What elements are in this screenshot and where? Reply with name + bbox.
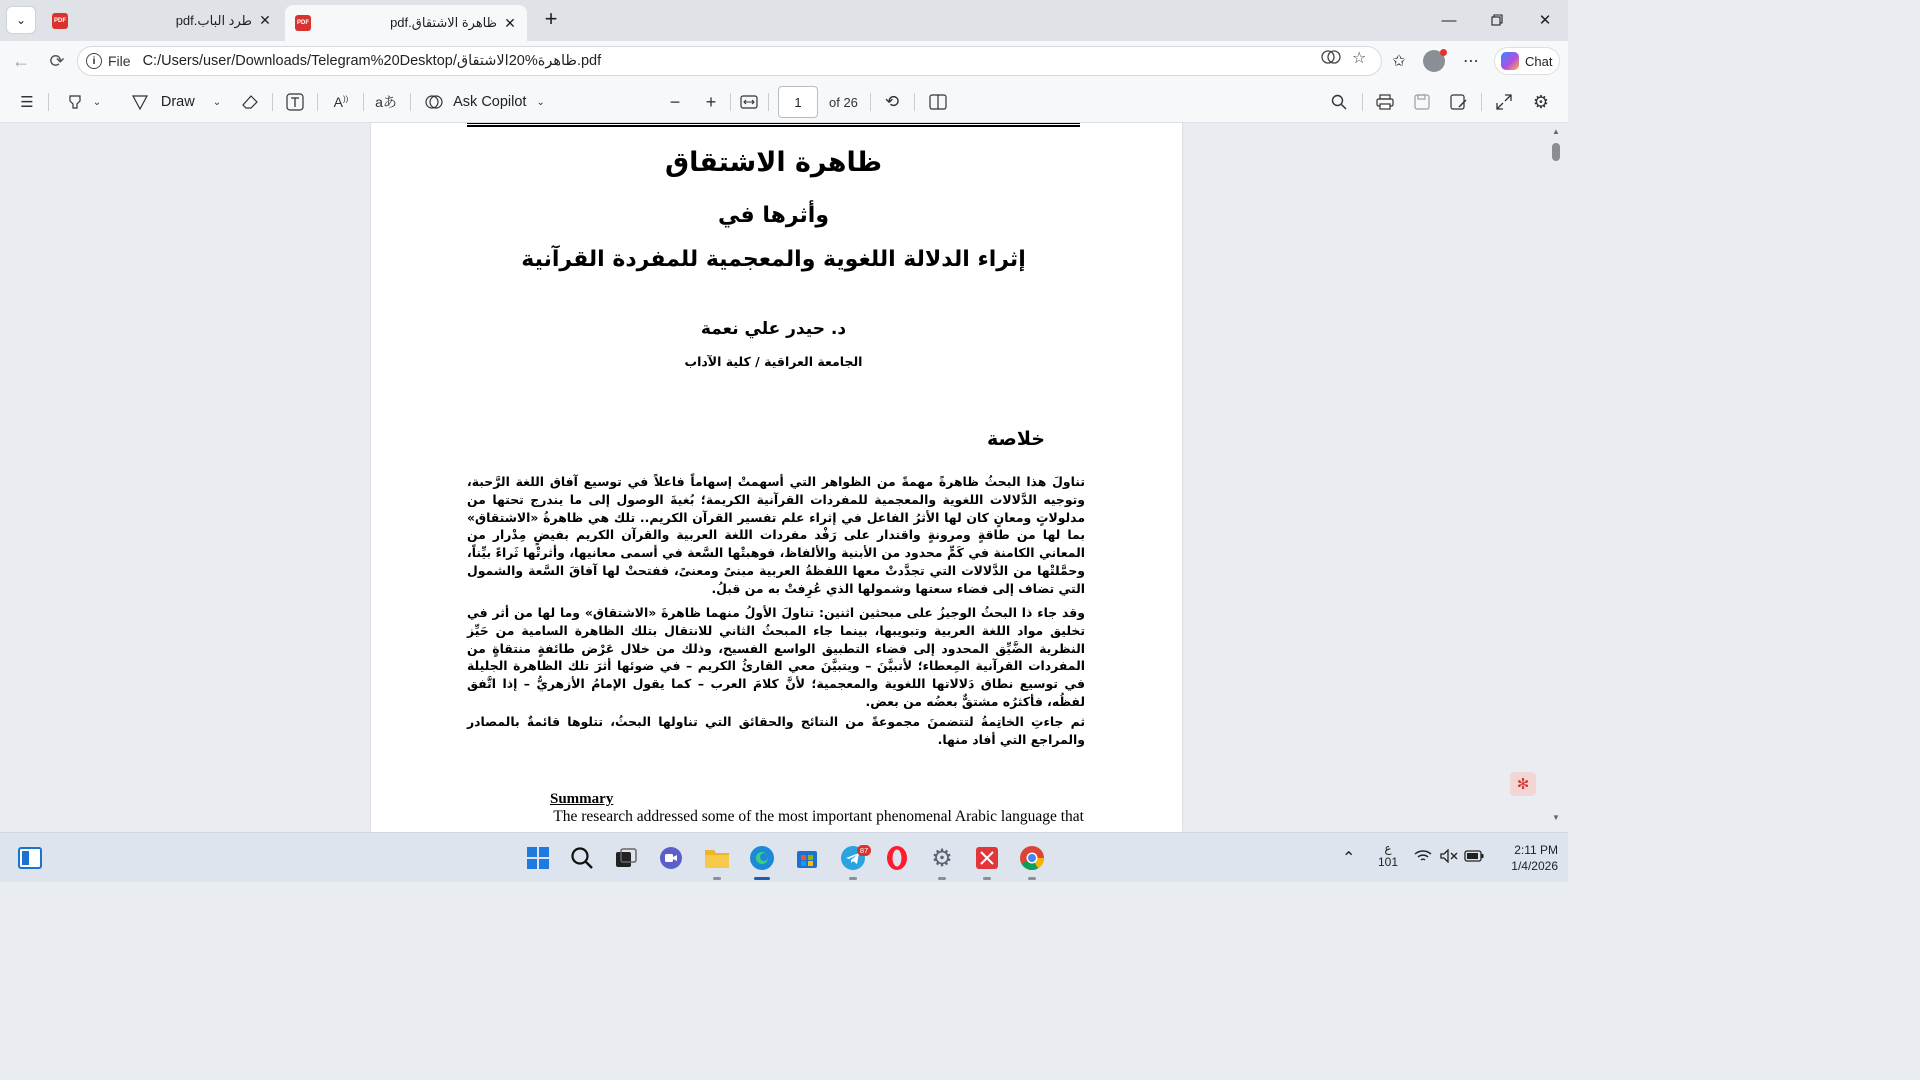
address-bar-row bbox=[0, 41, 1568, 81]
rotate-icon: ⟲ bbox=[884, 92, 900, 111]
running-indicator bbox=[1028, 877, 1036, 880]
read-aloud-button[interactable] bbox=[330, 90, 352, 114]
system-clock[interactable] bbox=[1496, 842, 1558, 874]
widgets-button[interactable] bbox=[17, 845, 43, 871]
scheme-label: File bbox=[108, 53, 131, 69]
abstract-paragraph: تناولَ هذا البحثُ ظاهرةً مهمةً من الظواهر التي أسهمتْ إسهاماً فاعلاً في توسيع آفاق اللغة الرَّحبة، وتوجيه الدَّلالات اللغوية والمعجمية للمفردات القرآنية الكريمة؛ بُغيةَ الوصول إلى ما يندرج تحتها من مدلولاتٍ ومعانٍ كان لها الأثرُ الفاعل في إثراء علم تفسير القرآن الكريم.. تلك هي ظاهرةُ «الاشتقاق» بما لها من طاقةٍ ومرونةٍ واقتدار على رَفْد مفردات اللغة العربية والقرآن الكريم بفيضٍ مِدْرار من المعاني الكامنة في كَمٍّ محدود من الأبنية والألفاظ، فوهبتْها السَّعة في أسمى معانيها، وأثرتْها ثَراءً بيِّناً، وحمَّلتْها من الدَّلالات التي تجدَّدتْ معها اللفظةُ العربية مبنىً ومعنىً، ففتحتْ لها آفاقَ السَّعة والشمول التي تضاف إلى فضاء سعتها وشمولها الذي عُرِفتْ به من قبلُ. bbox=[467, 474, 1085, 596]
pdf-viewport[interactable] bbox=[0, 123, 1568, 832]
ask-copilot-label: Ask Copilot bbox=[453, 94, 527, 110]
tab-strip bbox=[0, 0, 1568, 41]
tab-title: ظاهرة الاشتقاق.pdf bbox=[390, 15, 497, 30]
rotate-button[interactable] bbox=[881, 90, 903, 114]
ask-copilot-button[interactable] bbox=[424, 90, 546, 114]
list-icon: ☰ bbox=[20, 94, 34, 111]
site-info-icon[interactable]: i bbox=[86, 53, 102, 69]
chevron-up-icon: ⌃ bbox=[1342, 850, 1356, 867]
vertical-scrollbar[interactable] bbox=[1548, 123, 1564, 832]
search-icon bbox=[1331, 94, 1347, 110]
zoom-out-button[interactable] bbox=[664, 90, 686, 114]
snipping-tool-icon bbox=[975, 846, 999, 870]
pen-icon bbox=[131, 94, 149, 110]
close-icon[interactable]: ✕ bbox=[259, 12, 271, 28]
chevron-down-icon: ⌄ bbox=[536, 96, 545, 108]
pdf-file-icon: PDF bbox=[295, 15, 311, 31]
draw-button[interactable] bbox=[128, 90, 224, 114]
battery-icon[interactable] bbox=[1464, 850, 1484, 865]
copilot-icon bbox=[1501, 52, 1519, 70]
divider bbox=[410, 93, 411, 111]
folder-icon bbox=[704, 847, 730, 869]
show-hidden-icons-button[interactable] bbox=[1342, 848, 1355, 868]
page-number-input[interactable]: 1 bbox=[778, 86, 818, 118]
copilot-chat-button[interactable] bbox=[1494, 47, 1560, 75]
settings-app-button[interactable] bbox=[929, 845, 955, 871]
translate-button[interactable] bbox=[375, 90, 397, 114]
divider bbox=[272, 93, 273, 111]
divider bbox=[1481, 93, 1482, 111]
chevron-down-icon: ⌄ bbox=[212, 96, 222, 108]
store-button[interactable] bbox=[794, 845, 820, 871]
tab-actions-menu-button[interactable] bbox=[6, 6, 36, 34]
language-code: 101 bbox=[1378, 855, 1399, 869]
tab-inactive[interactable] bbox=[42, 5, 282, 36]
fit-width-icon bbox=[740, 95, 758, 109]
back-arrow-icon: ← bbox=[12, 50, 30, 71]
text-box-icon bbox=[286, 93, 304, 111]
page-view-button[interactable] bbox=[927, 90, 949, 114]
highlighter-icon bbox=[67, 94, 83, 110]
search-icon bbox=[570, 846, 594, 870]
erase-button[interactable] bbox=[238, 90, 262, 114]
read-aloud-icon: A)) bbox=[333, 94, 349, 110]
favorite-star-icon[interactable]: ☆ bbox=[1352, 50, 1367, 67]
snipping-tool-button[interactable] bbox=[974, 845, 1000, 871]
plus-icon: + bbox=[705, 91, 717, 112]
task-view-button[interactable] bbox=[613, 845, 639, 871]
teams-chat-button[interactable] bbox=[658, 845, 684, 871]
clock-date: 1/4/2026 bbox=[1511, 859, 1558, 873]
eraser-icon bbox=[242, 94, 259, 110]
url-text[interactable]: C:/Users/user/Downloads/Telegram%20Desktop/ظاهرة%20الاشتقاق.pdf bbox=[142, 53, 602, 69]
english-summary-heading: Summary bbox=[550, 791, 614, 807]
minus-icon: − bbox=[669, 91, 681, 112]
running-indicator bbox=[849, 877, 857, 880]
opera-button[interactable] bbox=[884, 845, 910, 871]
divider bbox=[317, 93, 318, 111]
document-title: ظاهرة الاشتقاق bbox=[664, 147, 883, 178]
print-button[interactable] bbox=[1374, 90, 1396, 114]
abstract-paragraph: ثم جاءتِ الخاتِمةُ لتتضمنَ مجموعةً من النتائج والحقائق التي تناولها البحثُ، تتلوها قائمةٌ بالمصادر والمراجع التي أفاد منها. bbox=[467, 714, 1085, 747]
two-page-icon bbox=[929, 94, 947, 110]
fit-width-button[interactable] bbox=[738, 90, 760, 114]
fullscreen-button[interactable] bbox=[1493, 90, 1515, 114]
windows-logo-icon bbox=[526, 846, 550, 870]
pdf-page bbox=[371, 123, 1182, 832]
divider bbox=[730, 93, 731, 111]
more-icon: ⋯ bbox=[1463, 53, 1479, 70]
language-label: ع bbox=[1384, 841, 1392, 855]
search-button[interactable] bbox=[1328, 90, 1350, 114]
restore-icon bbox=[1491, 14, 1503, 26]
address-bar[interactable] bbox=[77, 46, 1382, 76]
gear-icon: ⚙ bbox=[931, 844, 953, 872]
divider bbox=[768, 93, 769, 111]
section-heading: خلاصة bbox=[986, 428, 1045, 450]
widgets-icon bbox=[18, 847, 42, 869]
scroll-up-icon[interactable]: ▲ bbox=[1552, 127, 1560, 136]
draw-label: Draw bbox=[160, 94, 195, 110]
close-window-button[interactable]: ✕ bbox=[1538, 12, 1552, 29]
search-taskbar-button[interactable] bbox=[569, 845, 595, 871]
pdf-file-icon: PDF bbox=[52, 13, 68, 29]
back-button[interactable] bbox=[8, 49, 34, 73]
divider bbox=[363, 93, 364, 111]
minimize-button[interactable]: — bbox=[1441, 11, 1457, 29]
pdf-toolbar bbox=[0, 81, 1568, 123]
opera-icon bbox=[885, 845, 909, 871]
chat-label: Chat bbox=[1525, 53, 1553, 69]
chrome-icon bbox=[1019, 845, 1045, 871]
author-affiliation: الجامعة العراقية / كلية الآداب bbox=[684, 354, 863, 369]
acrobat-icon[interactable]: ✻ bbox=[1510, 772, 1536, 796]
abstract-paragraph: وقد جاء ذا البحثُ الوجيزُ على مبحثين اثنين: تناولَ الأولُ منهما ظاهرةَ «الاشتقاق» وما لها من أثر في تخليق مواد اللغة العربية وتبويبها، بينما جاء المبحثُ الثاني للانتقال بتلك الظاهرة السامية من حَيِّز النظرية الضَّيِّق المحدود إلى فضاء التطبيق الواسع الفسيح، وذلك من خلال عَرْض طائفةٍ منتقاةٍ من المفردات القرآنية المِعطاء؛ لأتبيَّنَ – ويتبيَّنَ معي القارئُ الكريم – في ضوئها أثرَ تلك الظاهرة الجليلة في توسيع نطاق دَلالاتها اللغوية والمعجمية؛ لأنَّ كلامَ العرب – كما يقول الإمامُ الأزهريُّ – إذا اتَّفق لفظُه، فأكثرُه مشتقٌّ بعضُه من بعض. bbox=[467, 605, 1085, 709]
running-indicator bbox=[983, 877, 991, 880]
printer-icon bbox=[1376, 94, 1394, 110]
expand-icon bbox=[1496, 94, 1512, 110]
edge-button[interactable] bbox=[749, 845, 775, 871]
close-icon[interactable]: ✕ bbox=[504, 14, 516, 31]
chevron-down-icon: ⌄ bbox=[15, 13, 27, 27]
file-explorer-button[interactable] bbox=[704, 845, 730, 871]
scroll-down-icon[interactable]: ▼ bbox=[1552, 813, 1560, 822]
save-button[interactable] bbox=[1411, 90, 1433, 114]
divider bbox=[914, 93, 915, 111]
running-indicator bbox=[713, 877, 721, 880]
highlight-button[interactable] bbox=[60, 90, 108, 114]
gear-icon: ⚙ bbox=[1532, 91, 1550, 112]
tab-title: طرد الباب.pdf bbox=[175, 12, 252, 28]
add-text-button[interactable] bbox=[284, 90, 306, 114]
settings-button[interactable] bbox=[1530, 90, 1552, 114]
author-name: د. حيدر علي نعمة bbox=[700, 319, 847, 339]
scrollbar-thumb[interactable] bbox=[1552, 143, 1560, 161]
zoom-in-button[interactable] bbox=[700, 90, 722, 114]
restore-button[interactable] bbox=[1485, 8, 1509, 32]
save-as-icon bbox=[1450, 94, 1468, 110]
divider bbox=[870, 93, 871, 111]
more-options-button[interactable] bbox=[1458, 49, 1484, 73]
volume-muted-icon[interactable] bbox=[1440, 849, 1458, 866]
divider bbox=[48, 93, 49, 111]
new-tab-button[interactable]: + bbox=[544, 6, 558, 31]
document-subtitle-line-2: إثراء الدلالة اللغوية والمعجمية للمفردة القرآنية bbox=[521, 247, 1026, 272]
clock-time: 2:11 PM bbox=[1514, 843, 1558, 857]
windows-taskbar bbox=[0, 832, 1568, 882]
running-indicator bbox=[938, 877, 946, 880]
notification-dot bbox=[1440, 49, 1447, 56]
tab-active[interactable] bbox=[285, 5, 527, 41]
header-rule bbox=[467, 123, 1080, 127]
copilot-outline-icon bbox=[425, 93, 443, 111]
input-language-indicator[interactable] bbox=[1378, 841, 1398, 869]
save-icon bbox=[1414, 94, 1430, 110]
store-icon bbox=[795, 846, 819, 870]
favorites-button[interactable] bbox=[1386, 49, 1412, 73]
document-subtitle-line-1: وأثرها في bbox=[718, 203, 829, 228]
page-total-label: of 26 bbox=[829, 95, 858, 110]
translate-icon: aあ bbox=[375, 94, 397, 110]
chrome-button[interactable] bbox=[1019, 845, 1045, 871]
start-button[interactable] bbox=[525, 845, 551, 871]
edge-icon bbox=[749, 845, 775, 871]
wifi-icon[interactable] bbox=[1414, 849, 1432, 866]
divider bbox=[1362, 93, 1363, 111]
notification-badge: 87 bbox=[857, 845, 871, 856]
read-aloud-icon[interactable] bbox=[1321, 48, 1341, 71]
meet-chat-icon bbox=[659, 846, 683, 870]
refresh-button[interactable] bbox=[44, 49, 70, 73]
english-summary-line: The research addressed some of the most important phenomenal Arabic language that bbox=[553, 808, 1084, 825]
task-view-icon bbox=[615, 848, 637, 868]
chevron-down-icon: ⌄ bbox=[92, 96, 102, 108]
contents-button[interactable] bbox=[16, 90, 38, 114]
active-indicator bbox=[754, 877, 770, 880]
save-as-button[interactable] bbox=[1448, 90, 1470, 114]
refresh-icon: ⟳ bbox=[49, 50, 65, 71]
favorites-icon: ✩ bbox=[1392, 53, 1406, 70]
